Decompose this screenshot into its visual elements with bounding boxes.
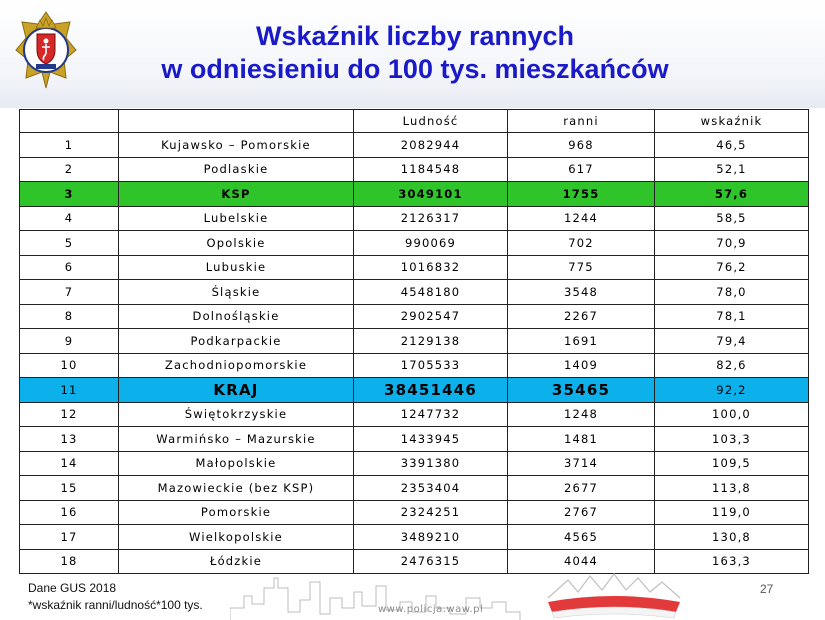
rank-cell: 13 [20,427,119,452]
region-cell: Lubelskie [119,206,354,231]
injured-cell: 2677 [508,476,655,501]
data-source-note: Dane GUS 2018 [28,581,117,595]
injured-cell: 1244 [508,206,655,231]
index-cell: 103,3 [655,427,809,452]
injured-cell: 1691 [508,329,655,354]
population-cell: 2082944 [354,133,508,158]
rank-cell: 16 [20,500,119,525]
rank-cell: 7 [20,280,119,305]
index-cell: 52,1 [655,157,809,182]
table-row [20,476,809,501]
rank-cell: 11 [20,378,119,403]
page-number: 27 [760,582,774,596]
population-cell: 1016832 [354,255,508,280]
index-cell: 92,2 [655,378,809,403]
injured-cell: 1409 [508,353,655,378]
table-row [20,231,809,256]
injured-cell: 3714 [508,451,655,476]
rank-cell: 1 [20,133,119,158]
index-cell: 58,5 [655,206,809,231]
table-header-row [20,110,809,133]
population-cell: 1184548 [354,157,508,182]
region-cell: Zachodniopomorskie [119,353,354,378]
header-population: Ludność [354,110,508,133]
injured-cell: 617 [508,157,655,182]
injured-cell: 702 [508,231,655,256]
rank-cell: 12 [20,402,119,427]
index-cell: 163,3 [655,549,809,574]
region-cell: Łódzkie [119,549,354,574]
rank-cell: 14 [20,451,119,476]
region-cell: Wielkopolskie [119,525,354,550]
table-row [20,304,809,329]
index-cell: 113,8 [655,476,809,501]
population-cell: 2353404 [354,476,508,501]
injured-cell: 4044 [508,549,655,574]
rank-cell: 5 [20,231,119,256]
index-cell: 46,5 [655,133,809,158]
index-cell: 76,2 [655,255,809,280]
region-cell: Małopolskie [119,451,354,476]
injured-cell: 775 [508,255,655,280]
injured-cell: 3548 [508,280,655,305]
rank-cell: 15 [20,476,119,501]
rank-cell: 18 [20,549,119,574]
table-row [20,206,809,231]
population-cell: 2126317 [354,206,508,231]
rank-cell: 6 [20,255,119,280]
injured-cell: 1755 [508,182,655,207]
header-index: wskaźnik [655,110,809,133]
index-cell: 78,0 [655,280,809,305]
population-cell: 1247732 [354,402,508,427]
table-row [20,451,809,476]
website-url: www.policja.waw.pl [378,604,484,615]
rank-cell: 4 [20,206,119,231]
index-cell: 119,0 [655,500,809,525]
population-cell: 3489210 [354,525,508,550]
table-row [20,402,809,427]
title-line-1: Wskaźnik liczby rannych [255,21,575,51]
region-cell: Świętokrzyskie [119,402,354,427]
population-cell: 3391380 [354,451,508,476]
population-cell: 3049101 [354,182,508,207]
header-rank [20,110,119,133]
police-badge-logo [14,10,78,90]
injured-cell: 2767 [508,500,655,525]
population-cell: 2129138 [354,329,508,354]
region-cell: Śląskie [119,280,354,305]
index-cell: 70,9 [655,231,809,256]
table-row [20,157,809,182]
region-cell: Pomorskie [119,500,354,525]
table-row [20,329,809,354]
index-cell: 100,0 [655,402,809,427]
index-cell: 79,4 [655,329,809,354]
index-cell: 57,6 [655,182,809,207]
index-cell: 82,6 [655,353,809,378]
population-cell: 2324251 [354,500,508,525]
population-cell: 2902547 [354,304,508,329]
rank-cell: 2 [20,157,119,182]
header-injured: ranni [508,110,655,133]
index-cell: 130,8 [655,525,809,550]
slide-title [100,20,730,86]
injured-cell: 4565 [508,525,655,550]
population-cell: 990069 [354,231,508,256]
table-row [20,280,809,305]
index-footnote: *wskaźnik ranni/ludność*100 tys. [28,598,203,612]
index-cell: 78,1 [655,304,809,329]
table-row [20,427,809,452]
table-row [20,525,809,550]
region-cell: KRAJ [119,378,354,403]
region-cell: Kujawsko – Pomorskie [119,133,354,158]
population-cell: 2476315 [354,549,508,574]
region-cell: Opolskie [119,231,354,256]
region-cell: KSP [119,182,354,207]
region-cell: Lubuskie [119,255,354,280]
region-cell: Podlaskie [119,157,354,182]
population-cell: 4548180 [354,280,508,305]
region-cell: Dolnośląskie [119,304,354,329]
population-cell: 1705533 [354,353,508,378]
rank-cell: 17 [20,525,119,550]
injured-cell: 968 [508,133,655,158]
table-row-ksp [20,182,809,207]
table-row [20,133,809,158]
rank-cell: 9 [20,329,119,354]
population-cell: 38451446 [354,378,508,403]
table-row [20,353,809,378]
title-line-2: w odniesieniu do 100 tys. mieszkańców [161,54,669,84]
table-row [20,500,809,525]
population-cell: 1433945 [354,427,508,452]
table-body [20,133,809,574]
region-cell: Mazowieckie (bez KSP) [119,476,354,501]
region-cell: Podkarpackie [119,329,354,354]
injured-cell: 1248 [508,402,655,427]
injured-cell: 1481 [508,427,655,452]
injury-rate-table [19,109,809,574]
injured-cell: 2267 [508,304,655,329]
region-cell: Warmińsko – Mazurskie [119,427,354,452]
rank-cell: 8 [20,304,119,329]
rank-cell: 3 [20,182,119,207]
index-cell: 109,5 [655,451,809,476]
header-region [119,110,354,133]
rank-cell: 10 [20,353,119,378]
table-row-kraj [20,378,809,403]
table-row [20,255,809,280]
injured-cell: 35465 [508,378,655,403]
